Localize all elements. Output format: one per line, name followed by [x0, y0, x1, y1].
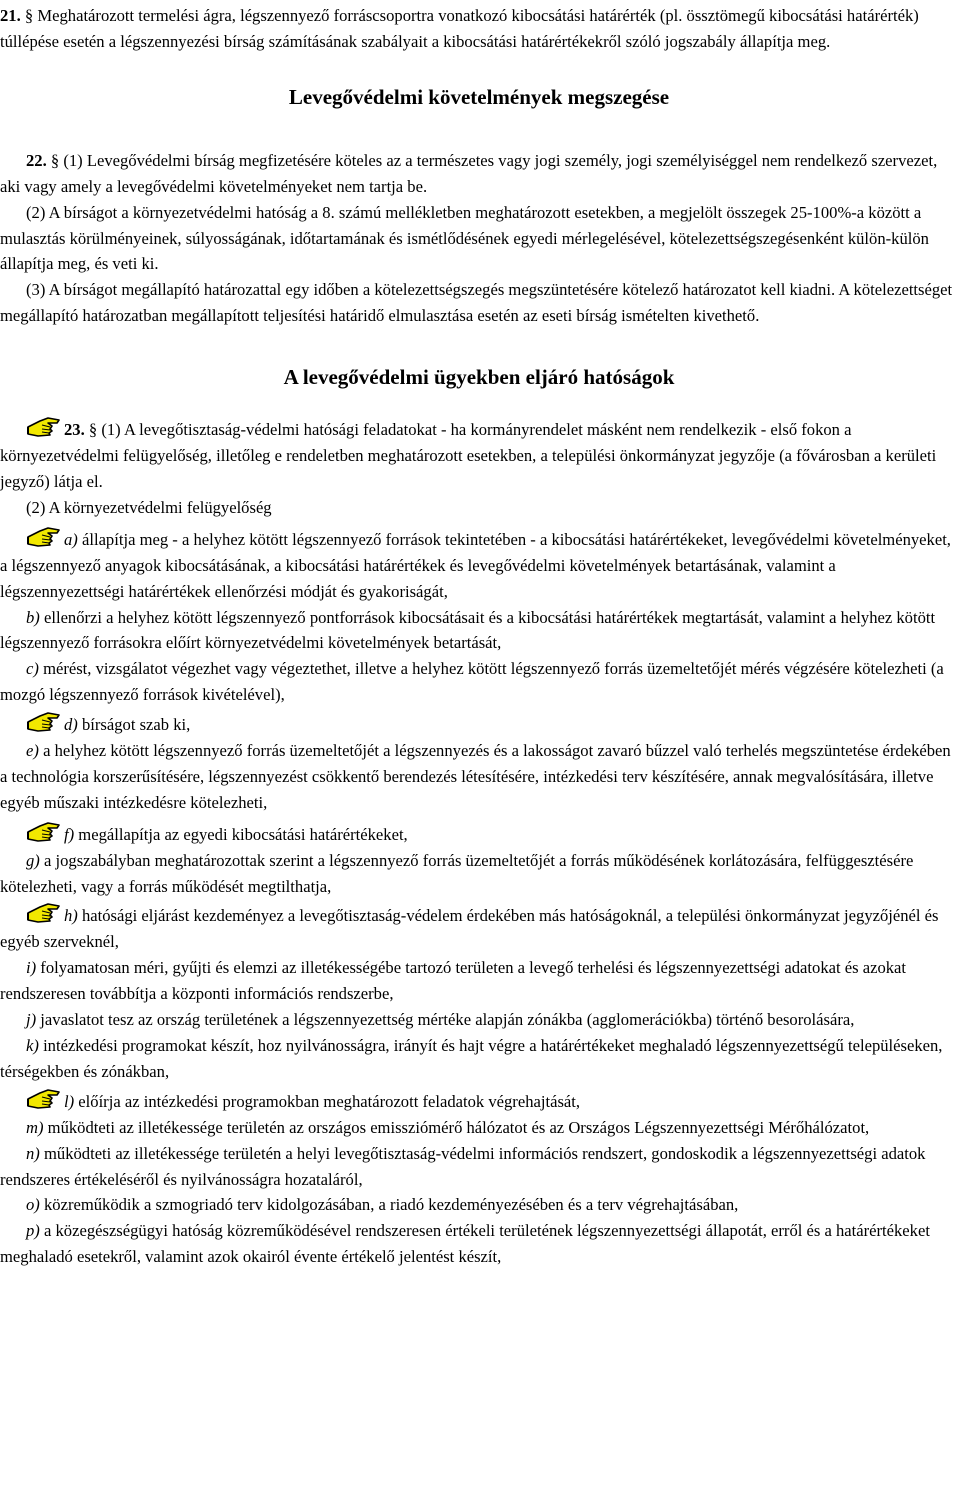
- item-label: f): [64, 824, 75, 844]
- item-label: p): [26, 1221, 40, 1241]
- item-text: intézkedési programokat készít, hoz nyilvánosságra, irányít és hajt végre a határértékeket meghaladó légszennyezettségű településeken, térségekben és zónákban,: [0, 1036, 943, 1081]
- item-label: i): [26, 958, 37, 978]
- item-label: l): [64, 1091, 75, 1111]
- item-label: h): [64, 906, 78, 926]
- item-label: o): [26, 1195, 40, 1215]
- section-22-p1: 22. § (1) Levegővédelmi bírság megfizetésére köteles az a természetes vagy jogi személy, jogi személyiséggel nem rendelkező szervezet, aki vagy amely a levegővédelmi követelményeket nem tartja be.: [0, 150, 938, 196]
- item-text: előírja az intézkedési programokban meghatározott feladatok végrehajtását,: [78, 1091, 581, 1111]
- list-items: [0, 527, 958, 1270]
- section-22-p2: (2) A bírságot a környezetvédelmi hatóság a 8. számú mellékletben meghatározott esetekben, a megjelölt összegek 25-100%-a között a mulasztás körülményeinek, súlyosságának, időtartamának és ismétlődésének egyedi mérlegelésével, kötelezettségszegésenként külön-külön állapítja meg, és veti ki.: [0, 202, 929, 274]
- item-label: e): [26, 741, 39, 761]
- item-label: a): [64, 529, 78, 549]
- item-label: k): [26, 1036, 39, 1055]
- list-item: [0, 822, 958, 848]
- pointing-hand-icon: [26, 712, 62, 733]
- list-item: [0, 1007, 958, 1033]
- item-text: megállapítja az egyedi kibocsátási határértékeket,: [78, 824, 408, 844]
- item-label: b): [26, 607, 40, 627]
- item-label: c): [26, 659, 39, 679]
- list-item: [0, 1089, 958, 1115]
- section-number: 22.: [26, 150, 47, 170]
- list-item: [0, 1141, 958, 1193]
- list-item: [0, 605, 958, 657]
- item-label: m): [26, 1117, 44, 1137]
- item-text: mérést, vizsgálatot végezhet vagy végeztethet, illetve a helyhez kötött légszennyező forrás üzemeltetőjét mérés végzésére kötelezheti (a mozgó légszennyező források kivételével),: [0, 659, 944, 705]
- section-21-text: Meghatározott termelési ágra, légszennyező forráscsoportra vonatkozó kibocsátási határérték (pl. össztömegű kibocsátási határérték) túllépése esetén a légszennyezési bírság számításának szabályait a kibocsátási határértékekről szóló jogszabály állapítja meg.: [0, 6, 919, 51]
- list-item: [0, 848, 958, 900]
- item-text: folyamatosan méri, gyűjti és elemzi az illetékességébe tartozó területen a levegő terhelési és légszennyezettségi adatokat és azokat rendszeresen továbbítja a központi információs rendszerbe,: [0, 958, 907, 1004]
- item-text: a közegészségügyi hatóság közreműködésével rendszeresen értékeli területének légszennyezettségi állapotát, erről és a határértékeket meghaladó esetekről, valamint azok okairól évente értékelő jelentést készít,: [0, 1221, 930, 1267]
- list-item: [0, 527, 958, 605]
- pointing-hand-icon: [26, 1089, 62, 1110]
- section-sign: §: [88, 420, 98, 440]
- section-number: 23.: [64, 420, 85, 440]
- list-item: [0, 1033, 958, 1085]
- item-text: ellenőrzi a helyhez kötött légszennyező pontforrások kibocsátásait és a kibocsátási határértékek megtartását, valamint a helyhez kötött légszennyező forrásokra előírt környezetvédelmi követelmények betartását,: [0, 607, 936, 653]
- item-text: javaslatot tesz az ország területének a légszennyezettség mértéke alapján zónákba (agglomerációkba) történő besorolására,: [40, 1010, 855, 1030]
- section-22-p3: (3) A bírságot megállapító határozattal egy időben a kötelezettségszegés megszüntetésére kötelező határozatot kell kiadni. A kötelezettséget megállapító határozatban megállapított teljesítési határidő elmulasztása esetén az eseti bírság ismételten kivethető.: [0, 280, 953, 326]
- item-text: bírságot szab ki,: [81, 715, 191, 735]
- section-23-p1: 23. § (1) A levegőtisztaság-védelmi hatósági feladatokat - ha kormányrendelet másként nem rendelkezik - első fokon a környezetvédelmi felügyelőség, illetőleg e rendeletben meghatározott esetekben, a települési önkormányzat jegyzője (a fővárosban a kerületi jegyző) látja el.: [0, 417, 958, 495]
- item-label: n): [26, 1143, 40, 1163]
- list-item: [0, 738, 958, 816]
- item-label: d): [64, 715, 78, 735]
- pointing-hand-icon: [26, 527, 62, 548]
- item-text: állapítja meg - a helyhez kötött légszennyező források tekintetében - a kibocsátási határértékeket, levegővédelmi követelményeket, a légszennyező anyagok kibocsátásának, a kibocsátási határértékek és levegővédelmi követelmények betartásának, valamint a légszennyezettségi határértékek ellenőrzési módját és gyakoriságát,: [0, 529, 951, 601]
- item-text: a helyhez kötött légszennyező forrás üzemeltetőjét a légszennyezés és a lakosságot zavaró bűzzel való terhelés megszüntetése érdekében a technológia korszerűsítésére, légszennyezést csökkentő berendezés létesítésére, intézkedési terv készítésére, annak megvalósítására, illetve egyéb műszaki intézkedésre kötelezheti,: [0, 741, 951, 812]
- item-text: hatósági eljárást kezdeményez a levegőtisztaság-védelem érdekében más hatóságoknál, a települési önkormányzat jegyzőjénél és egyéb szerveknél,: [0, 906, 939, 952]
- pointing-hand-icon: [26, 822, 62, 843]
- heading-eljaro-hatosagok: A levegővédelmi ügyekben eljáró hatóságok: [283, 365, 675, 390]
- section-sign: §: [50, 150, 60, 170]
- section-sign: §: [24, 6, 34, 25]
- item-label: j): [26, 1010, 37, 1030]
- item-text: a jogszabályban meghatározottak szerint a légszennyező forrás üzemeltetőjét a forrás működésének korlátozására, felfüggesztésére kötelezheti, vagy a forrás működését megtilthatja,: [0, 850, 914, 896]
- list-item: [0, 712, 958, 738]
- item-text: működteti az illetékessége területén az országos emissziómérő hálózatot és az Országos Légszennyezettségi Mérőhálózatot,: [47, 1117, 870, 1137]
- list-item: [0, 1115, 958, 1141]
- section-23-p2: (2) A környezetvédelmi felügyelőség: [26, 497, 272, 517]
- section-21: [0, 3, 958, 55]
- list-item: [0, 955, 958, 1007]
- item-label: g): [26, 850, 40, 870]
- pointing-hand-icon: [26, 417, 62, 438]
- item-text: működteti az illetékessége területén a helyi levegőtisztaság-védelmi információs rendszert, gondoskodik a légszennyezettségi adatok rendszeres értékeléséről és nyilvánosságra hozataláról,: [0, 1143, 926, 1189]
- section-number: 21.: [0, 6, 21, 25]
- list-item: [0, 903, 958, 955]
- item-text: közreműködik a szmogriadó terv kidolgozásában, a riadó kezdeményezésében és a terv végrehajtásában,: [43, 1195, 739, 1215]
- heading-levegovedelmi-kovetelmenyek: Levegővédelmi követelmények megszegése: [288, 84, 670, 109]
- list-item: [0, 1218, 958, 1270]
- pointing-hand-icon: [26, 903, 62, 924]
- list-item: [0, 656, 958, 708]
- list-item: [0, 1192, 958, 1218]
